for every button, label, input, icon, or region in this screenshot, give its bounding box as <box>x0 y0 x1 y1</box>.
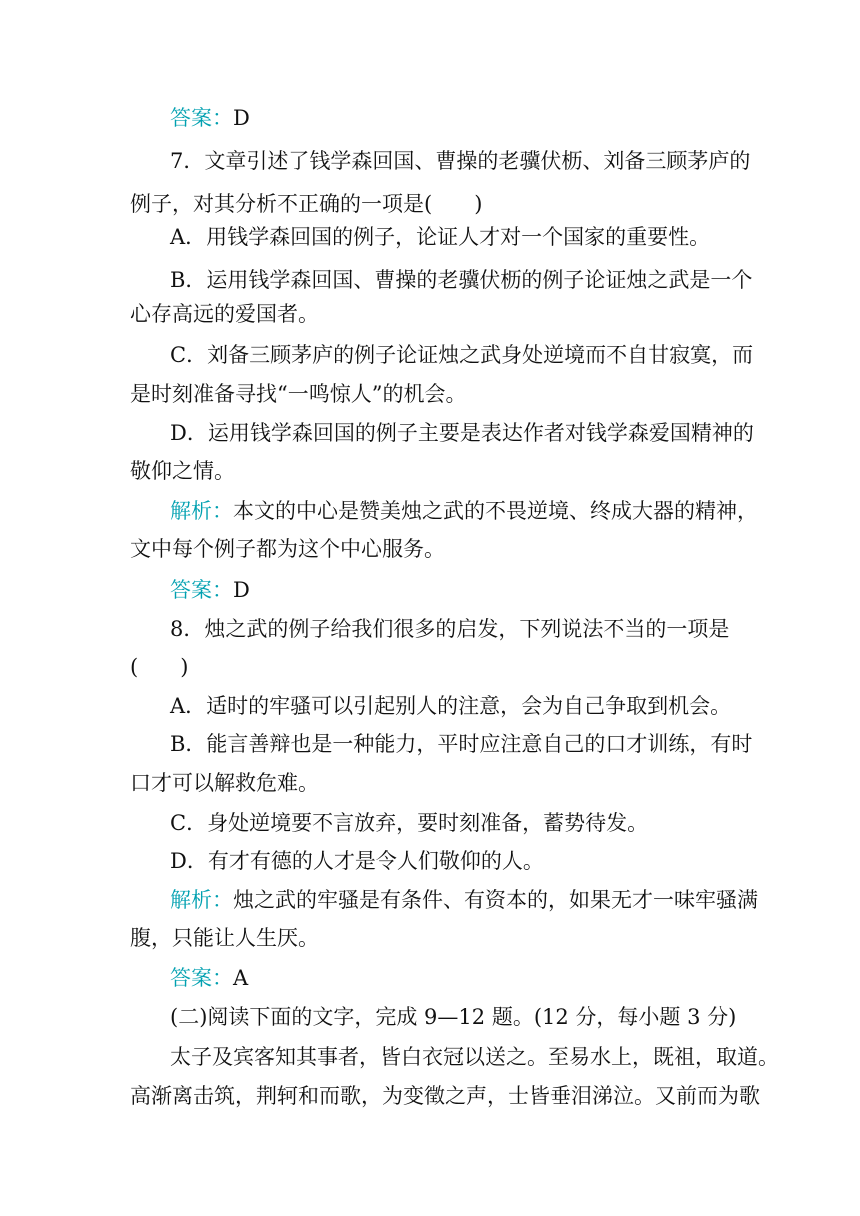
answer-value: D <box>233 106 250 130</box>
answer-label: 答案： <box>170 106 233 130</box>
q7-option-b-line1: B．运用钱学森回国、曹操的老骥伏枥的例子论证烛之武是一个 <box>170 268 753 292</box>
q8-option-b-line1: B．能言善辩也是一种能力，平时应注意自己的口才训练，有时 <box>170 732 753 756</box>
q8-analysis-line1 <box>170 885 770 915</box>
q8-option-d: D．有才有德的人才是令人们敬仰的人。 <box>170 849 544 873</box>
analysis-label: 解析： <box>170 888 233 912</box>
analysis-text: 烛之武的牢骚是有条件、有资本的，如果无才一味牢骚满 <box>233 888 758 912</box>
q7-option-b-line2: 心存高远的爱国者。 <box>130 302 319 326</box>
q8-stem-line2: ( ) <box>130 655 189 679</box>
q6-answer-line <box>170 103 770 133</box>
q7-stem-line1: 7．文章引述了钱学森回国、曹操的老骥伏枥、刘备三顾茅庐的 <box>170 149 751 173</box>
q7-answer-line <box>170 575 770 605</box>
q8-option-b-line2: 口才可以解救危难。 <box>130 771 319 795</box>
q8-option-a: A．适时的牢骚可以引起别人的注意，会为自己争取到机会。 <box>170 694 732 718</box>
passage-line2: 高渐离击筑，荆轲和而歌，为变徵之声，士皆垂泪涕泣。又前而为歌 <box>130 1084 760 1108</box>
q7-analysis-line1 <box>170 496 770 526</box>
q7-option-c-line2: 是时刻准备寻找“一鸣惊人”的机会。 <box>130 382 467 406</box>
q8-answer-line <box>170 963 770 993</box>
answer-value: A <box>233 966 249 990</box>
section2-heading: (二)阅读下面的文字，完成 9—12 题。(12 分，每小题 3 分) <box>170 1005 737 1029</box>
q8-option-c: C．身处逆境要不言放弃，要时刻准备，蓄势待发。 <box>170 811 649 835</box>
q8-stem-line1: 8．烛之武的例子给我们很多的启发，下列说法不当的一项是 <box>170 617 730 641</box>
analysis-label: 解析： <box>170 499 233 523</box>
q7-analysis-line2: 文中每个例子都为这个中心服务。 <box>130 537 445 561</box>
answer-value: D <box>233 578 250 602</box>
answer-label: 答案： <box>170 578 233 602</box>
passage-line1: 太子及宾客知其事者，皆白衣冠以送之。至易水上，既祖，取道。 <box>170 1045 779 1069</box>
analysis-text: 本文的中心是赞美烛之武的不畏逆境、终成大器的精神， <box>233 499 758 523</box>
answer-label: 答案： <box>170 966 233 990</box>
q7-stem-line2: 例子，对其分析不正确的一项是( ) <box>130 192 483 216</box>
q8-analysis-line2: 腹，只能让人生厌。 <box>130 926 319 950</box>
q7-option-a: A．用钱学森回国的例子，论证人才对一个国家的重要性。 <box>170 225 711 249</box>
q7-option-d-line1: D．运用钱学森回国的例子主要是表达作者对钱学森爱国精神的 <box>170 421 754 445</box>
q7-option-d-line2: 敬仰之情。 <box>130 459 235 483</box>
q7-option-c-line1: C．刘备三顾茅庐的例子论证烛之武身处逆境而不自甘寂寞，而 <box>170 343 754 367</box>
